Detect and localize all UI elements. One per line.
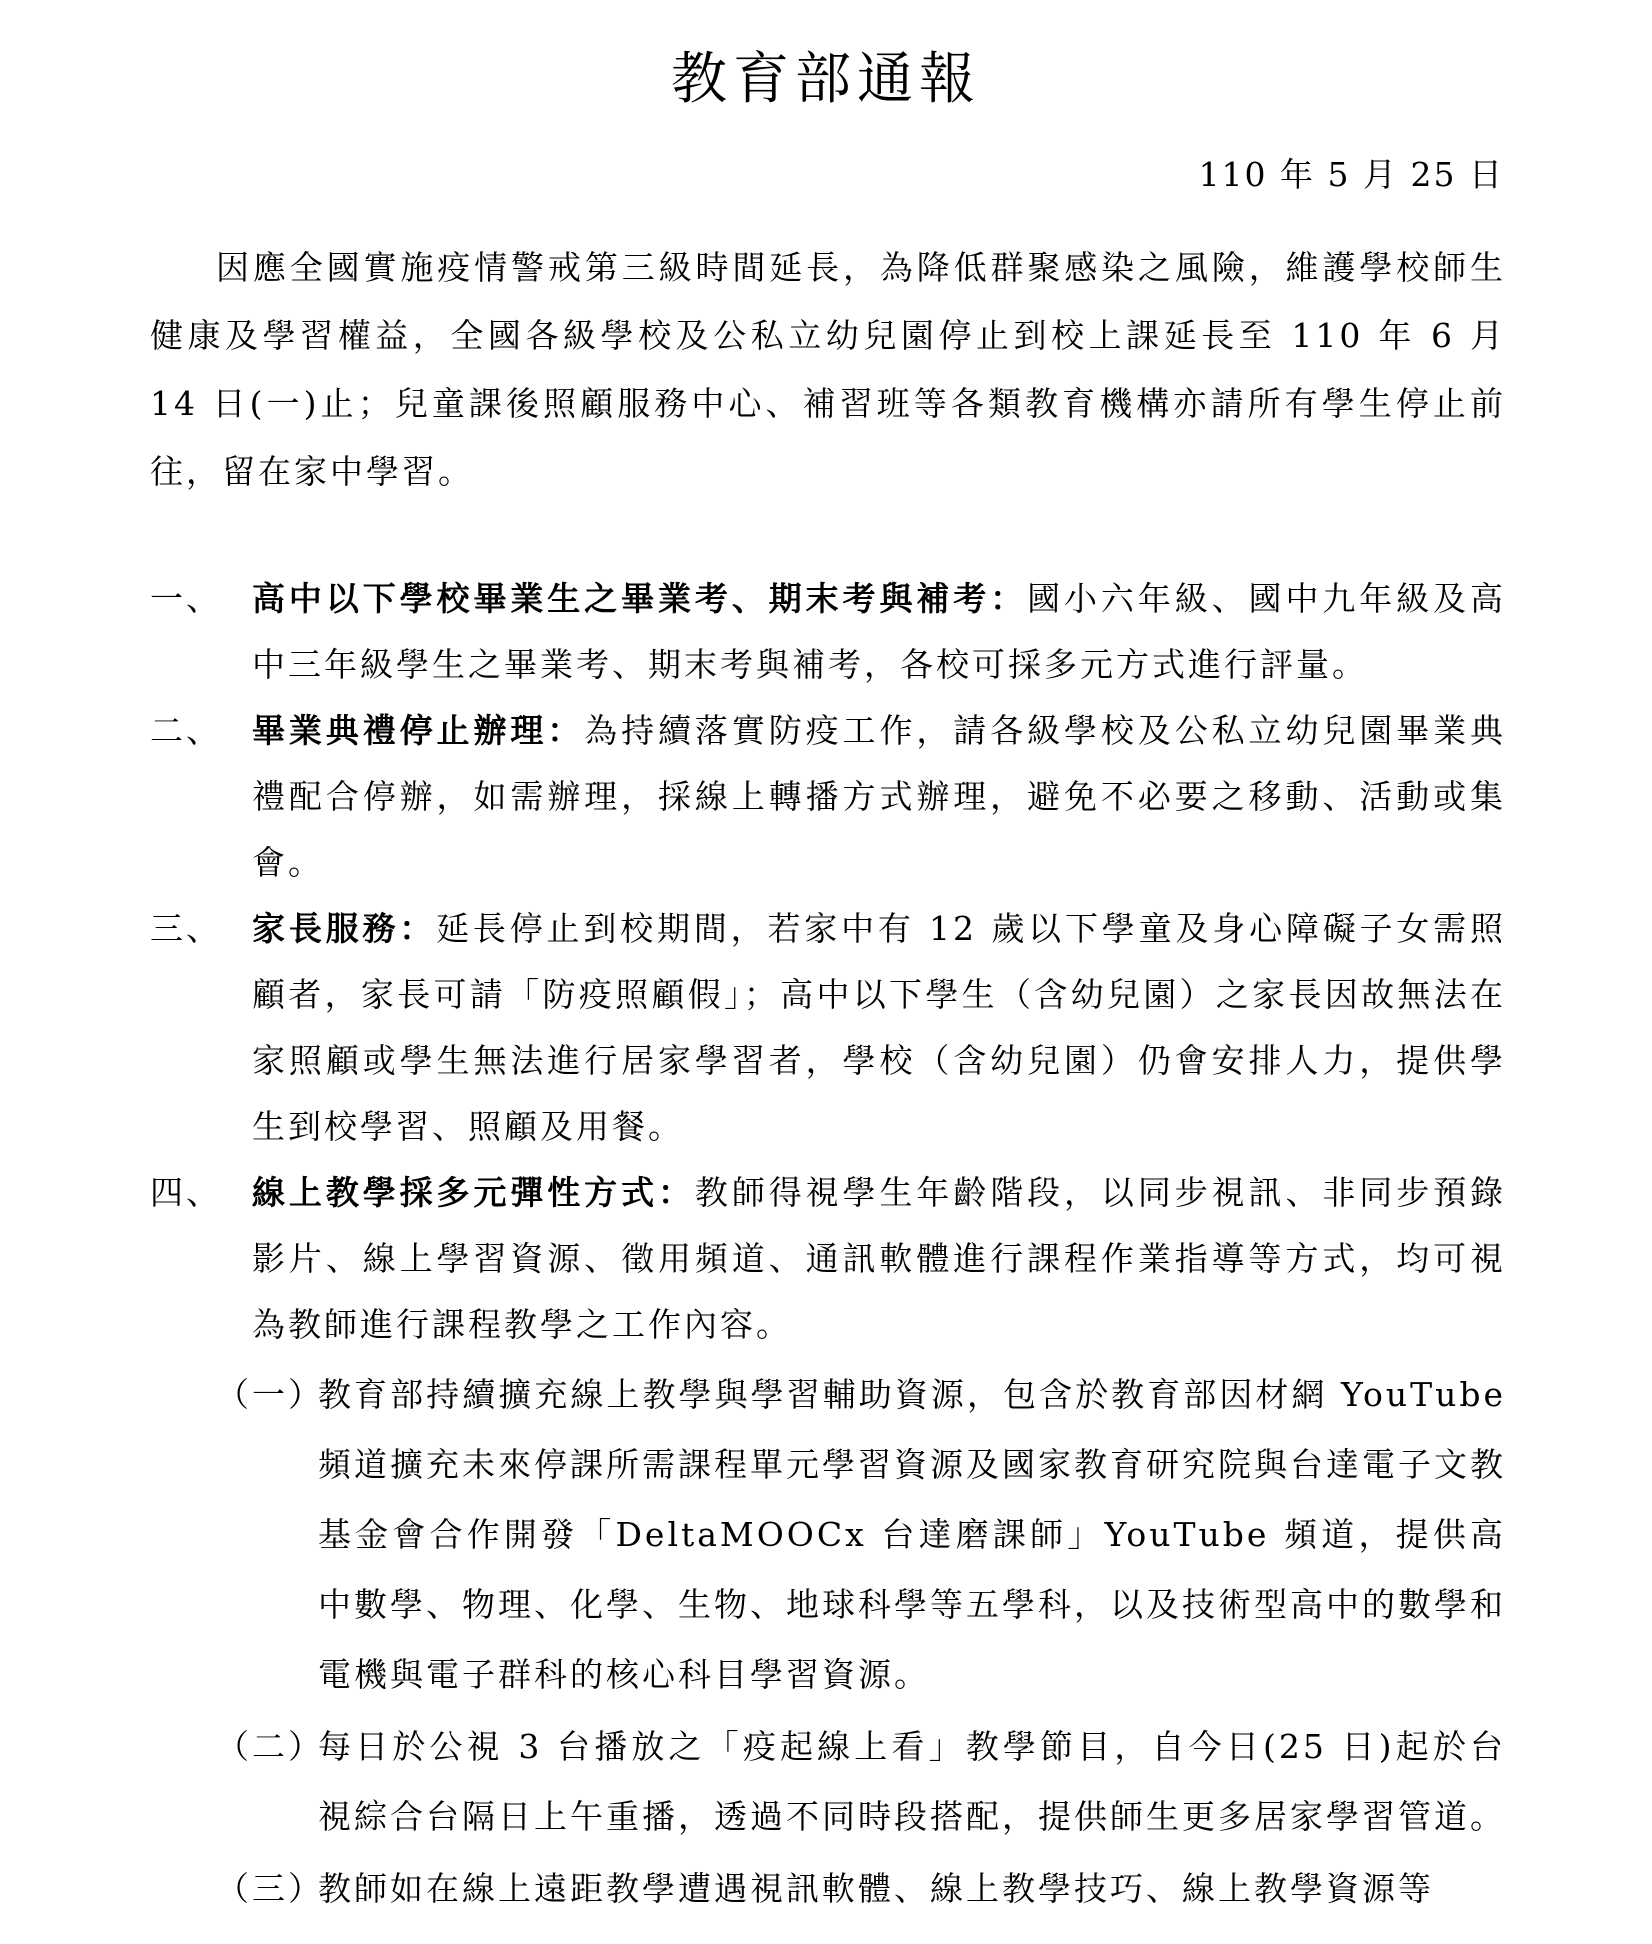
list-item-1 xyxy=(150,566,1506,698)
item-number: 四、 xyxy=(150,1173,222,1212)
list-item-2 xyxy=(150,698,1506,896)
item-body: 國小六年級、國中九年級及高中三年級學生之畢業考、期末考與補考，各校可採多元方式進行評量。 xyxy=(252,579,1507,684)
intro-paragraph: 因應全國實施疫情警戒第三級時間延長，為降低群聚感染之風險，維護學校師生健康及學習權益，全國各級學校及公私立幼兒園停止到校上課延長至 110 年 6 月 14 日(一)止；兒童課後照顧服務中心、補習班等各類教育機構亦請所有學生停止前往，留在家中學習。 xyxy=(150,248,1506,491)
item-body: 教師得視學生年齡階段，以同步視訊、非同步預錄影片、線上學習資源、徵用頻道、通訊軟體進行課程作業指導等方式，均可視為教師進行課程教學之工作內容。 xyxy=(252,1173,1507,1344)
sub-item-body: 教育部持續擴充線上教學與學習輔助資源，包含於教育部因材網 YouTube 頻道擴充未來停課所需課程單元學習資源及國家教育研究院與台達電子文教基金會合作開發「DeltaMOOCx 台達磨課師」YouTube 頻道，提供高中數學、物理、化學、生物、地球科學等五學科，以及技術型高中的數學和電機與電子群科的核心科目學習資源。 xyxy=(318,1375,1506,1694)
list-item-3 xyxy=(150,896,1506,1160)
sub-item-1 xyxy=(216,1360,1506,1710)
document-date: 110 年 5 月 25 日 xyxy=(1198,155,1504,194)
item-heading: 線上教學採多元彈性方式： xyxy=(252,1173,695,1212)
item-list xyxy=(150,566,1506,1924)
item-heading: 高中以下學校畢業生之畢業考、期末考與補考： xyxy=(252,579,1028,618)
sub-item-number: （三） xyxy=(216,1869,324,1908)
sub-item-3 xyxy=(216,1854,1506,1924)
list-item-4 xyxy=(150,1160,1506,1358)
item-number: 一、 xyxy=(150,579,222,618)
item-body: 為持續落實防疫工作，請各級學校及公私立幼兒園畢業典禮配合停辦，如需辦理，採線上轉播方式辦理，避免不必要之移動、活動或集會。 xyxy=(252,711,1507,882)
item-number: 三、 xyxy=(150,909,222,948)
item-body: 延長停止到校期間，若家中有 12 歲以下學童及身心障礙子女需照顧者，家長可請「防疫照顧假」；高中以下學生（含幼兒園）之家長因故無法在家照顧或學生無法進行居家學習者，學校（含幼兒園）仍會安排人力，提供學生到校學習、照顧及用餐。 xyxy=(252,909,1506,1146)
sub-item-2 xyxy=(216,1712,1506,1852)
sub-item-number: （二） xyxy=(216,1727,324,1766)
item-heading: 家長服務： xyxy=(252,909,437,948)
sub-item-body: 教師如在線上遠距教學遭遇視訊軟體、線上教學技巧、線上教學資源等 xyxy=(318,1869,1434,1908)
item-number: 二、 xyxy=(150,711,222,750)
item-heading: 畢業典禮停止辦理： xyxy=(252,711,585,750)
sub-item-body: 每日於公視 3 台播放之「疫起線上看」教學節目，自今日(25 日)起於台視綜合台隔日上午重播，透過不同時段搭配，提供師生更多居家學習管道。 xyxy=(318,1727,1506,1836)
sub-item-number: （一） xyxy=(216,1375,324,1414)
document-title: 教育部通報 xyxy=(671,47,981,112)
